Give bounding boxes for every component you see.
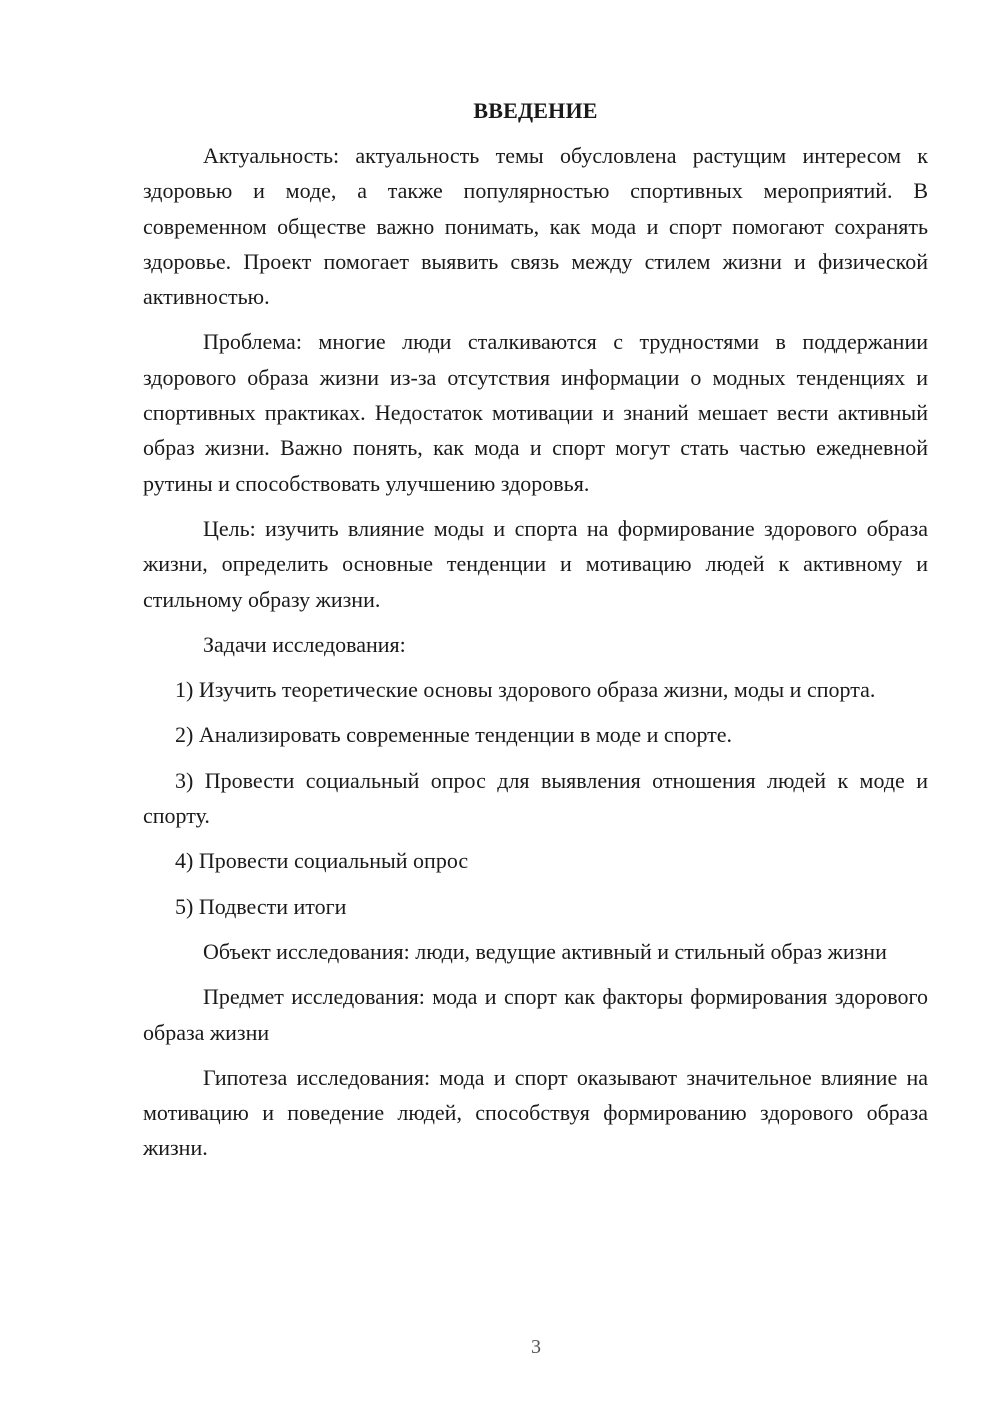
task-item: 4) Провести социальный опрос [175, 848, 469, 874]
paragraph-object: Объект исследования: люди, ведущие активный и стильный образ жизни [203, 938, 887, 964]
section-heading: ВВЕДЕНИЕ [473, 98, 598, 123]
task-item: 2) Анализировать современные тенденции в моде и спорте. [175, 722, 733, 748]
paragraph-subject: Предмет исследования: мода и спорт как факторы формирования здорового образа жизни [143, 984, 928, 1045]
page-number: 3 [531, 1336, 541, 1358]
paragraph-relevance: Актуальность: актуальность темы обусловлена растущим интересом к здоровью и моде, а также популярностью спортивных мероприятий. В современном обществе важно понимать, как мода и спорт помогают сохранять здоровье. Проект помогает выявить связь между стилем жизни и физической активностью. [143, 143, 928, 310]
document-body [143, 96, 928, 1176]
paragraph-hypothesis: Гипотеза исследования: мода и спорт оказывают значительное влияние на мотивацию и поведение людей, способствуя формированию здорового образа жизни. [143, 1064, 928, 1161]
tasks-title: Задачи исследования: [203, 631, 406, 657]
paragraph-problem: Проблема: многие люди сталкиваются с трудностями в поддержании здорового образа жизни из-за отсутствия информации о модных тенденциях и спортивных практиках. Недостаток мотивации и знаний мешает вести активный образ жизни. Важно понять, как мода и спорт могут стать частью ежедневной рутины и способствовать улучшению здоровья. [143, 329, 928, 496]
task-item: 1) Изучить теоретические основы здорового образа жизни, моды и спорта. [175, 677, 876, 703]
task-item: 5) Подвести итоги [175, 893, 347, 919]
paragraph-goal: Цель: изучить влияние моды и спорта на формирование здорового образа жизни, определить основные тенденции и мотивацию людей к активному и стильному образу жизни. [143, 515, 928, 612]
task-item: 3) Провести социальный опрос для выявления отношения людей к моде и спорту. [143, 767, 928, 829]
